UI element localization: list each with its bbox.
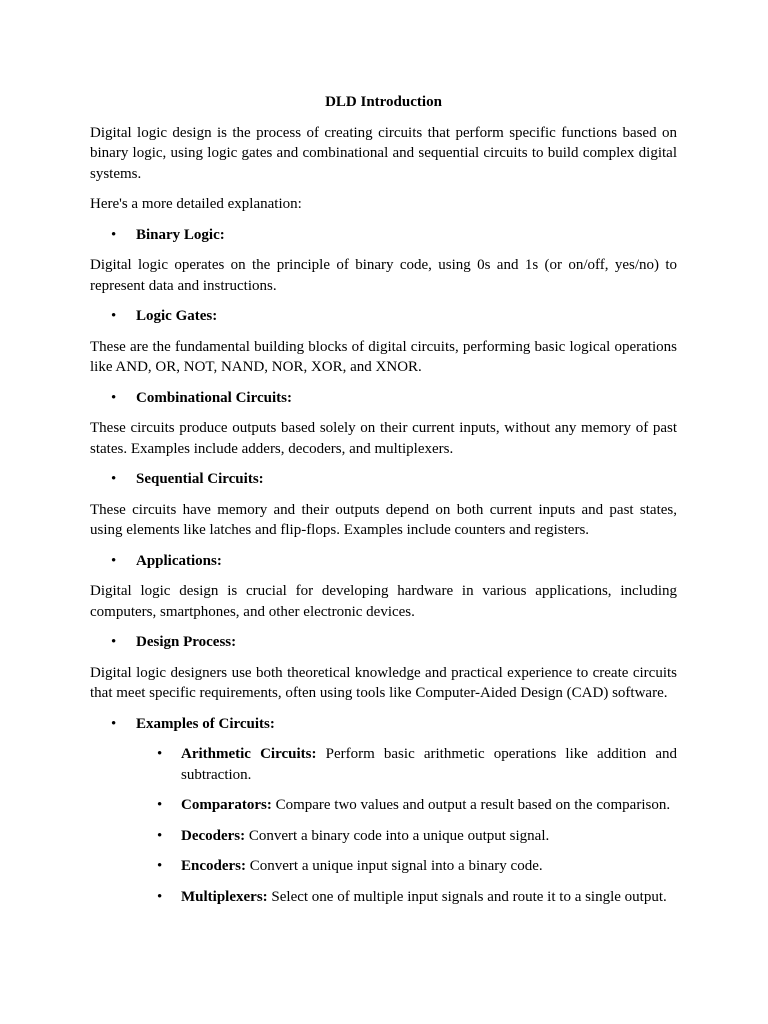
lead-paragraph: Here's a more detailed explanation: bbox=[90, 196, 302, 212]
section-heading-sequential-circuits bbox=[90, 469, 677, 490]
section-heading-logic-gates bbox=[90, 306, 677, 327]
section-body-combinational-circuits: These circuits produce outputs based solely on their current inputs, without any memory of past states. Examples include adders, decoders, and multiplexers. bbox=[90, 420, 677, 457]
section-heading-label: Binary Logic: bbox=[136, 226, 225, 243]
list-item bbox=[90, 856, 677, 877]
section-body-sequential-circuits: These circuits have memory and their outputs depend on both current inputs and past states, using elements like latches and flip-flops. Examples include counters and registers. bbox=[90, 501, 677, 538]
bullet-icon: • bbox=[111, 471, 117, 487]
section-body-binary-logic: Digital logic operates on the principle of binary code, using 0s and 1s (or on/off, yes/no) to represent data and instructions. bbox=[90, 257, 677, 294]
list-item bbox=[90, 826, 677, 847]
list-item bbox=[90, 795, 677, 816]
section-heading-combinational-circuits bbox=[90, 388, 677, 409]
list-item bbox=[90, 887, 677, 908]
section-heading-label: Combinational Circuits: bbox=[136, 389, 292, 406]
example-description: Convert a binary code into a unique output signal. bbox=[245, 827, 550, 844]
bullet-icon: • bbox=[157, 746, 163, 762]
section-body-logic-gates: These are the fundamental building blocks of digital circuits, performing basic logical operations like AND, OR, NOT, NAND, NOR, XOR, and XNOR. bbox=[90, 338, 677, 375]
bullet-icon: • bbox=[111, 308, 117, 324]
section-heading-label: Design Process: bbox=[136, 634, 237, 650]
bullet-icon: • bbox=[111, 226, 117, 243]
document-title: DLD Introduction bbox=[325, 94, 442, 110]
example-term: Multiplexers: bbox=[181, 888, 268, 905]
section-heading-label: Applications: bbox=[136, 552, 222, 569]
example-term: Encoders: bbox=[181, 858, 246, 874]
bullet-icon: • bbox=[157, 888, 163, 905]
example-term: Decoders: bbox=[181, 827, 246, 844]
section-heading-label: Sequential Circuits: bbox=[136, 471, 264, 487]
section-body-design-process: Digital logic designers use both theoretical knowledge and practical experience to create circuits that meet specific requirements, often using tools like Computer-Aided Design (CAD) software. bbox=[90, 664, 677, 701]
examples-list bbox=[90, 744, 677, 907]
intro-paragraph: Digital logic design is the process of creating circuits that perform specific functions based on binary logic, using logic gates and combinational and sequential circuits to build complex digital systems. bbox=[90, 124, 677, 182]
example-term: Comparators: bbox=[181, 797, 272, 813]
bullet-icon: • bbox=[157, 858, 163, 874]
section-heading-label: Logic Gates: bbox=[136, 308, 218, 324]
example-term: Arithmetic Circuits: bbox=[181, 746, 317, 762]
section-body-applications: Digital logic design is crucial for developing hardware in various applications, including computers, smartphones, and other electronic devices. bbox=[90, 583, 677, 620]
bullet-icon: • bbox=[111, 389, 117, 406]
example-description: Perform basic arithmetic operations like addition and subtraction. bbox=[181, 746, 677, 783]
section-heading-label: Examples of Circuits: bbox=[136, 715, 275, 732]
section-heading-design-process bbox=[90, 632, 677, 653]
example-description: Select one of multiple input signals and route it to a single output. bbox=[267, 888, 667, 905]
example-description: Convert a unique input signal into a binary code. bbox=[246, 858, 543, 874]
bullet-icon: • bbox=[111, 634, 117, 650]
example-description: Compare two values and output a result based on the comparison. bbox=[271, 797, 671, 813]
bullet-icon: • bbox=[157, 827, 163, 844]
section-heading-binary-logic bbox=[90, 225, 677, 246]
section-heading-examples bbox=[90, 714, 677, 735]
bullet-icon: • bbox=[111, 552, 117, 569]
bullet-icon: • bbox=[157, 797, 163, 813]
document-body bbox=[90, 92, 677, 917]
bullet-icon: • bbox=[111, 715, 117, 732]
list-item bbox=[90, 744, 677, 785]
section-heading-applications bbox=[90, 551, 677, 572]
